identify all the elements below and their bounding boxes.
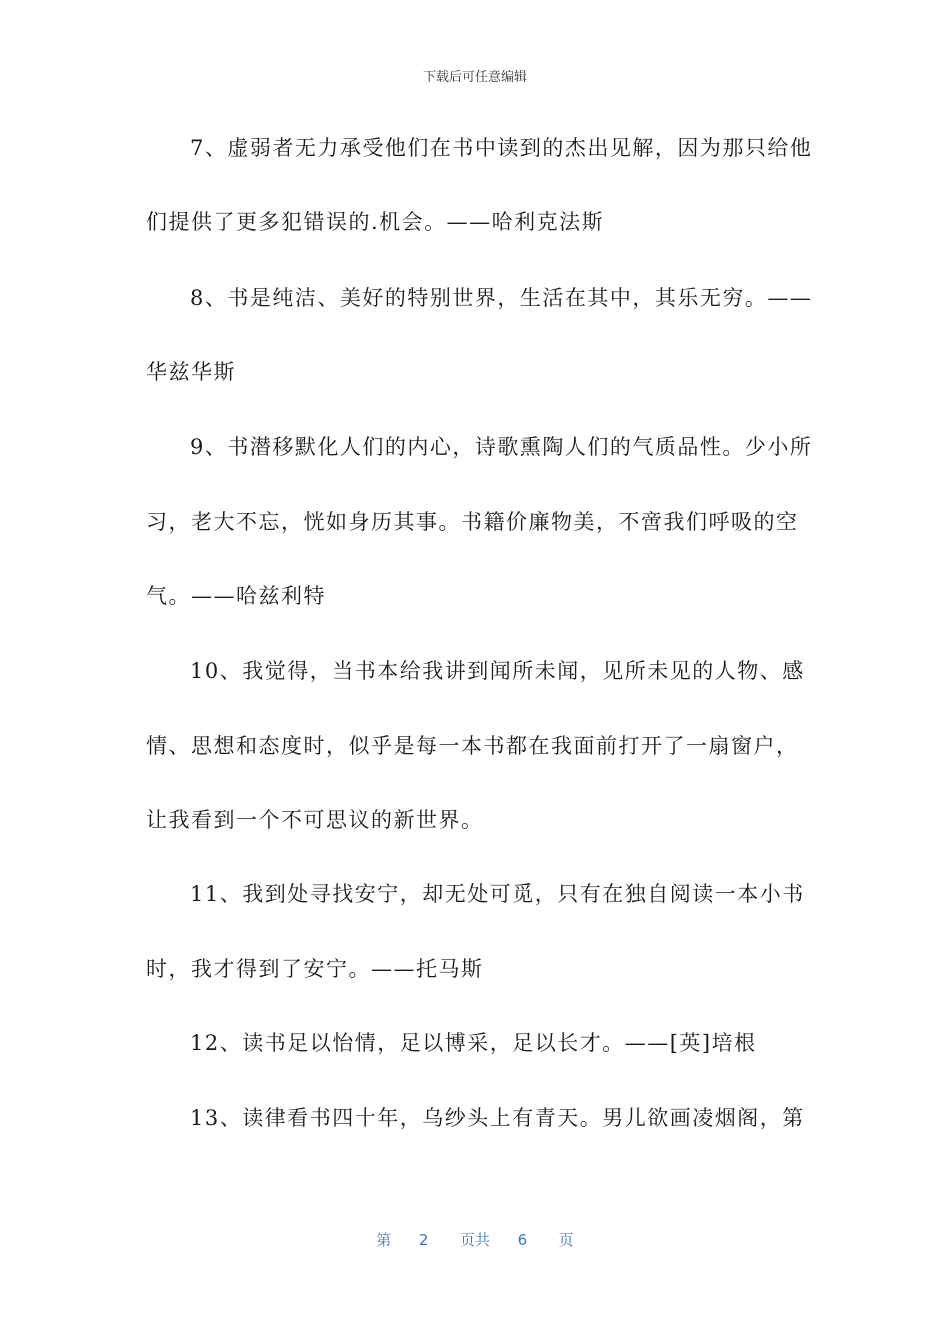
page-footer xyxy=(0,1229,950,1250)
page-header: 下载后可任意编辑 xyxy=(422,70,527,85)
text-line-3: 8、书是纯洁、美好的特别世界，生活在其中，其乐无穷。—— xyxy=(190,286,813,310)
text-line-8: 10、我觉得，当书本给我讲到闻所未闻，见所未见的人物、感 xyxy=(190,659,805,683)
footer-current-page: 2 xyxy=(418,1231,429,1249)
text-line-2: 们提供了更多犯错误的.机会。——哈利克法斯 xyxy=(146,210,605,234)
text-line-10: 让我看到一个不可思议的新世界。 xyxy=(146,808,484,832)
text-line-12: 时，我才得到了安宁。——托马斯 xyxy=(146,957,484,981)
text-line-5: 9、书潜移默化人们的内心，诗歌熏陶人们的气质品性。少小所 xyxy=(190,435,813,459)
text-line-9: 情、思想和态度时，似乎是每一本书都在我面前打开了一扇窗户， xyxy=(146,734,799,758)
text-line-13: 12、读书足以怡情，足以博采，足以长才。——[英]培根 xyxy=(190,1031,757,1055)
footer-total-pages: 6 xyxy=(517,1231,528,1249)
text-line-4: 华兹华斯 xyxy=(146,360,236,384)
text-line-6: 习，老大不忘，恍如身历其事。书籍价廉物美，不啻我们呼吸的空 xyxy=(146,510,799,534)
text-line-1: 7、虚弱者无力承受他们在书中读到的杰出见解，因为那只给他 xyxy=(190,136,813,160)
text-line-7: 气。——哈兹利特 xyxy=(146,584,326,608)
footer-middle: 页共 xyxy=(459,1231,490,1249)
text-line-14: 13、读律看书四十年，乌纱头上有青天。男儿欲画凌烟阁，第 xyxy=(190,1106,805,1130)
footer-prefix: 第 xyxy=(376,1231,392,1249)
text-line-11: 11、我到处寻找安宁，却无处可觅，只有在独自阅读一本小书 xyxy=(190,882,805,906)
footer-suffix: 页 xyxy=(558,1231,574,1249)
